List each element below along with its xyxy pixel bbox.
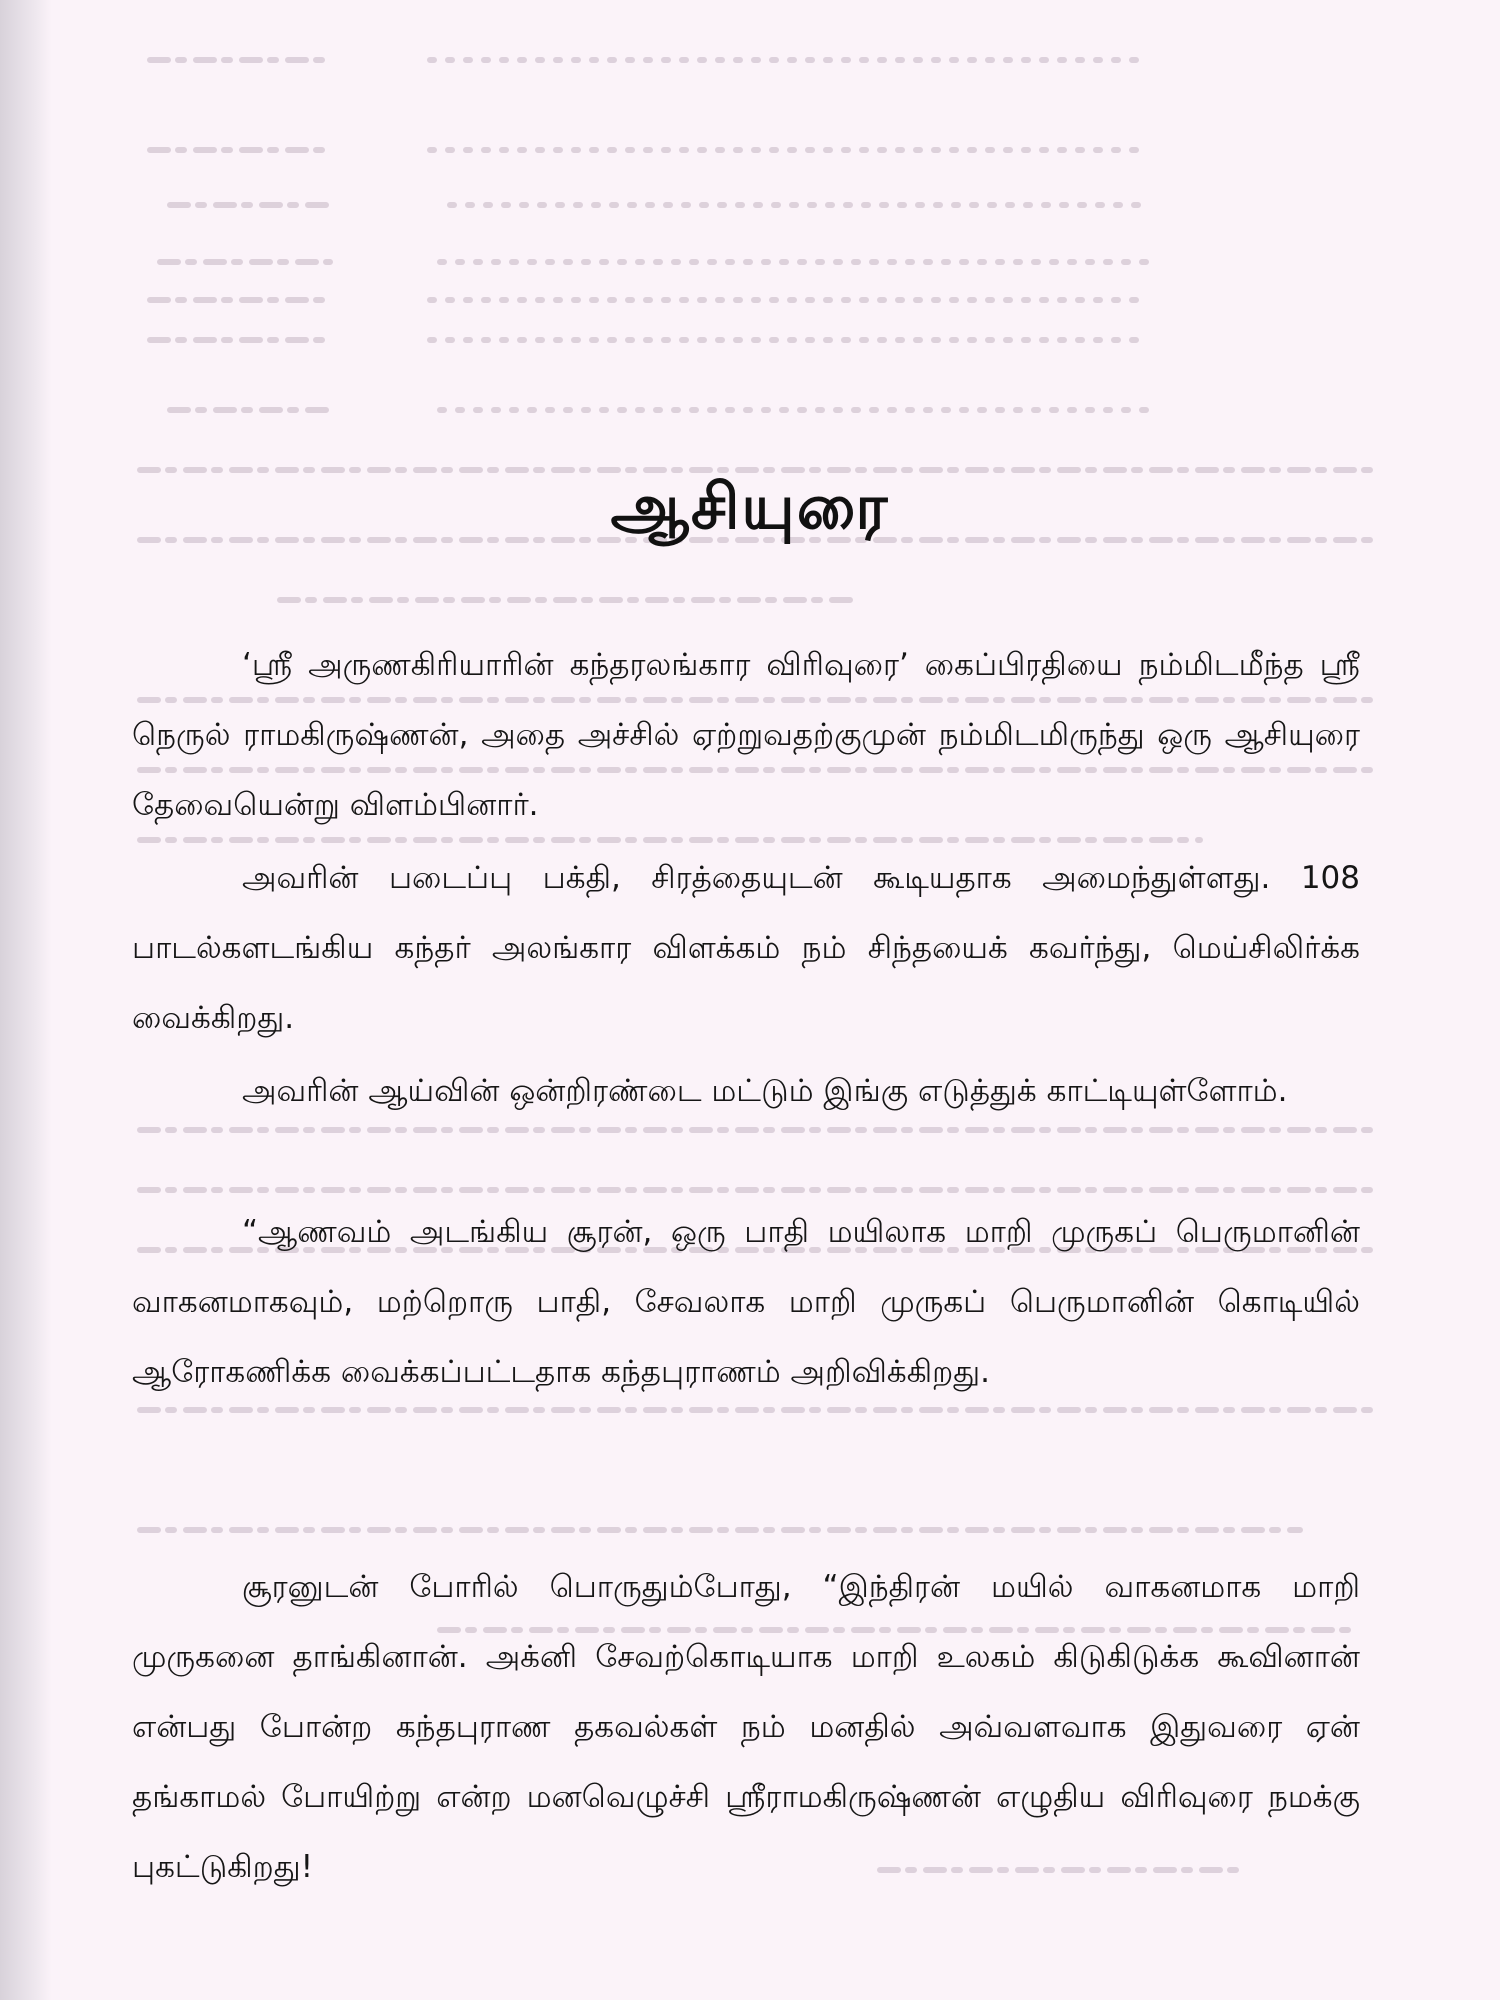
page-edge-shadow: [0, 0, 52, 2000]
paragraph-3: அவரின் ஆய்வின் ஒன்றிரண்டை மட்டும் இங்கு எடுத்துக் காட்டியுள்ளோம்.: [242, 1073, 1288, 1109]
paragraph-1: ‘ஸ்ரீ அருணகிரியாரின் கந்தரலங்கார விரிவுரை’ கைப்பிரதியை நம்மிடமீந்த ஸ்ரீ நெருல் ராமகிருஷ்ணன், அதை அச்சில் ஏற்றுவதற்குமுன் நம்மிடமிருந்து ஒரு ஆசியுரை தேவையென்று விளம்பினார்.: [132, 647, 1360, 823]
paragraph-5: சூரனுடன் போரில் பொருதும்போது, “இந்திரன் மயில் வாகனமாக மாறி முருகனை தாங்கினான். அக்னி சேவற்கொடியாக மாறி உலகம் கிடுகிடுக்க கூவினான் என்பது போன்ற கந்தபுராண தகவல்கள் நம் மனதில் அவ்வளவாக இதுவரை ஏன் தங்காமல் போயிற்று என்ற மனவெழுச்சி ஸ்ரீராமகிருஷ்ணன் எழுதிய விரிவுரை நமக்கு புகட்டுகிறது!: [132, 1569, 1360, 1885]
paragraph-2: அவரின் படைப்பு பக்தி, சிரத்தையுடன் கூடியதாக அமைந்துள்ளது. 108 பாடல்களடங்கிய கந்தர் அலங்கார விளக்கம் நம் சிந்தயைக் கவர்ந்து, மெய்சிலிர்க்க வைக்கிறது.: [132, 860, 1360, 1036]
page-title: ஆசியுரை: [610, 469, 890, 543]
paragraph-4: “ஆணவம் அடங்கிய சூரன், ஒரு பாதி மயிலாக மாறி முருகப் பெருமானின் வாகனமாகவும், மற்றொரு பாதி, சேவலாக மாறி முருகப் பெருமானின் கொடியில் ஆரோகணிக்க வைக்கப்பட்டதாக கந்தபுராணம் அறிவிக்கிறது.: [132, 1214, 1360, 1390]
